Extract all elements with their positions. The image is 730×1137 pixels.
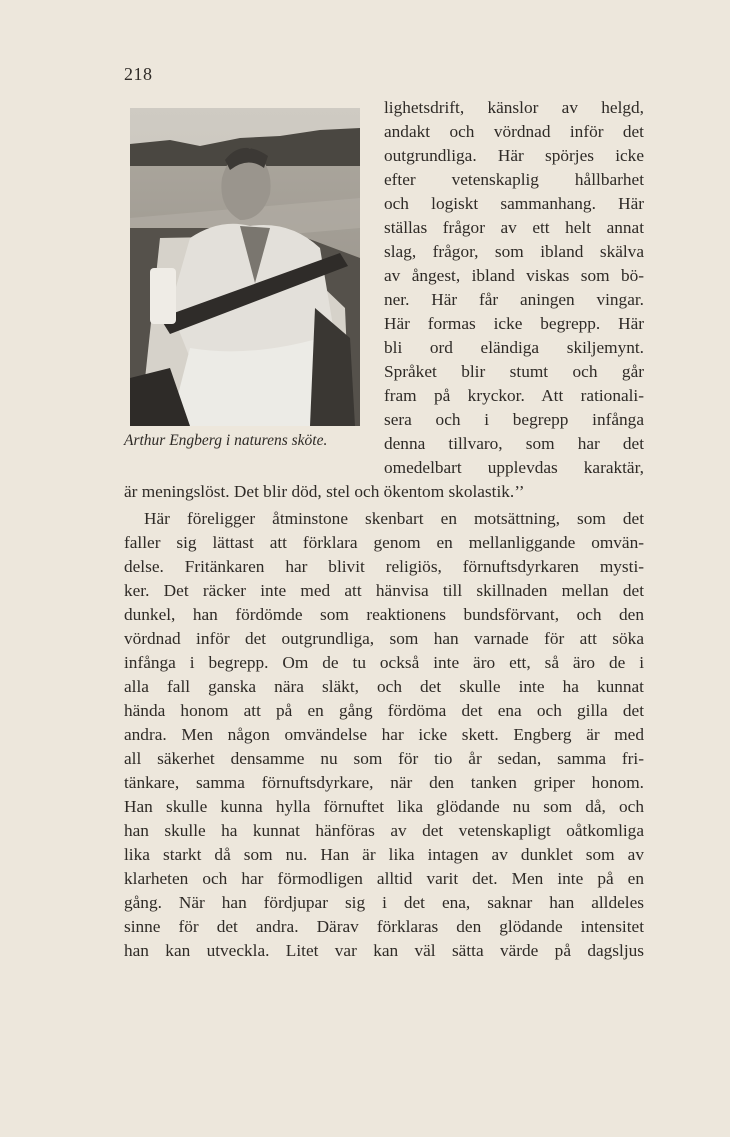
text-line: andakt och vördnad inför det <box>384 122 644 141</box>
paragraph-start-line: Här föreligger åtminstone skenbart en motsättning, som det <box>144 509 644 528</box>
text-line: dunkel, han fördömde som reaktionens bundsförvant, och den <box>124 605 644 624</box>
text-line: slag, frågor, som ibland skälva <box>384 242 644 261</box>
text-line: infånga i begrepp. Om de tu också inte äro ett, så äro de i <box>124 653 644 672</box>
text-line: ker. Det räcker inte med att hänvisa till skillnaden mellan det <box>124 581 644 600</box>
text-line: all säkerhet densamme nu som för tio år sedan, samma fri- <box>124 749 644 768</box>
text-line: sinne för det andra. Därav förklaras den glödande intensitet <box>124 917 644 936</box>
text-line: alla fall ganska nära släkt, och det skulle inte ha kunnat <box>124 677 644 696</box>
text-line: outgrundliga. Här spörjes icke <box>384 146 644 165</box>
text-line: ner. Här får aningen vingar. <box>384 290 644 309</box>
text-line: Här formas icke begrepp. Här <box>384 314 644 333</box>
text-line: och logiskt sammanhang. Här <box>384 194 644 213</box>
text-line: denna tillvaro, som har det <box>384 434 644 453</box>
text-line: gång. När han fördjupar sig i det ena, saknar han alldeles <box>124 893 644 912</box>
text-line: tänkare, samma förnuftsdyrkare, när den tanken griper honom. <box>124 773 644 792</box>
text-line: Han skulle kunna hylla förnuftet lika glödande nu som då, och <box>124 797 644 816</box>
text-line: faller sig lättast att förklara genom en mellanliggande omvän- <box>124 533 644 552</box>
text-line: hända honom att på en gång fördöma det ena och gilla det <box>124 701 644 720</box>
text-line: fram på kryckor. Att rationali- <box>384 386 644 405</box>
text-line: han skulle ha kunnat hänföras av det vetenskapligt oåtkomliga <box>124 821 644 840</box>
text-line: ställas frågor av ett helt annat <box>384 218 644 237</box>
text-line: är meningslöst. Det blir död, stel och ökentom skolastik.’’ <box>124 482 525 501</box>
text-line: efter vetenskaplig hållbarhet <box>384 170 644 189</box>
text-line: han kan utveckla. Litet var kan väl sätta värde på dagsljus <box>124 941 644 960</box>
text-line: andra. Men någon omvändelse har icke skett. Engberg är med <box>124 725 644 744</box>
text-line: lika starkt då som nu. Han är lika intagen av dunklet som av <box>124 845 644 864</box>
text-line: av ångest, ibland viskas som bö- <box>384 266 644 285</box>
text-line: omedelbart upplevdas karaktär, <box>384 458 644 477</box>
portrait-photo-icon <box>130 108 360 426</box>
text-line: Språket blir stumt och går <box>384 362 644 381</box>
text-line: lighetsdrift, känslor av helgd, <box>384 98 644 117</box>
text-line: delse. Fritänkaren har blivit religiös, förnuftsdyrkaren mysti- <box>124 557 644 576</box>
text-line: vördnad inför det outgrundliga, som han varnade för att söka <box>124 629 644 648</box>
page-number: 218 <box>124 64 153 84</box>
text-line: klarheten och har förmodligen alltid varit det. Men inte på en <box>124 869 644 888</box>
text-line: sera och i begrepp infånga <box>384 410 644 429</box>
text-line: bli ord eländiga skiljemynt. <box>384 338 644 357</box>
photo-caption: Arthur Engberg i naturens sköte. <box>124 432 328 449</box>
